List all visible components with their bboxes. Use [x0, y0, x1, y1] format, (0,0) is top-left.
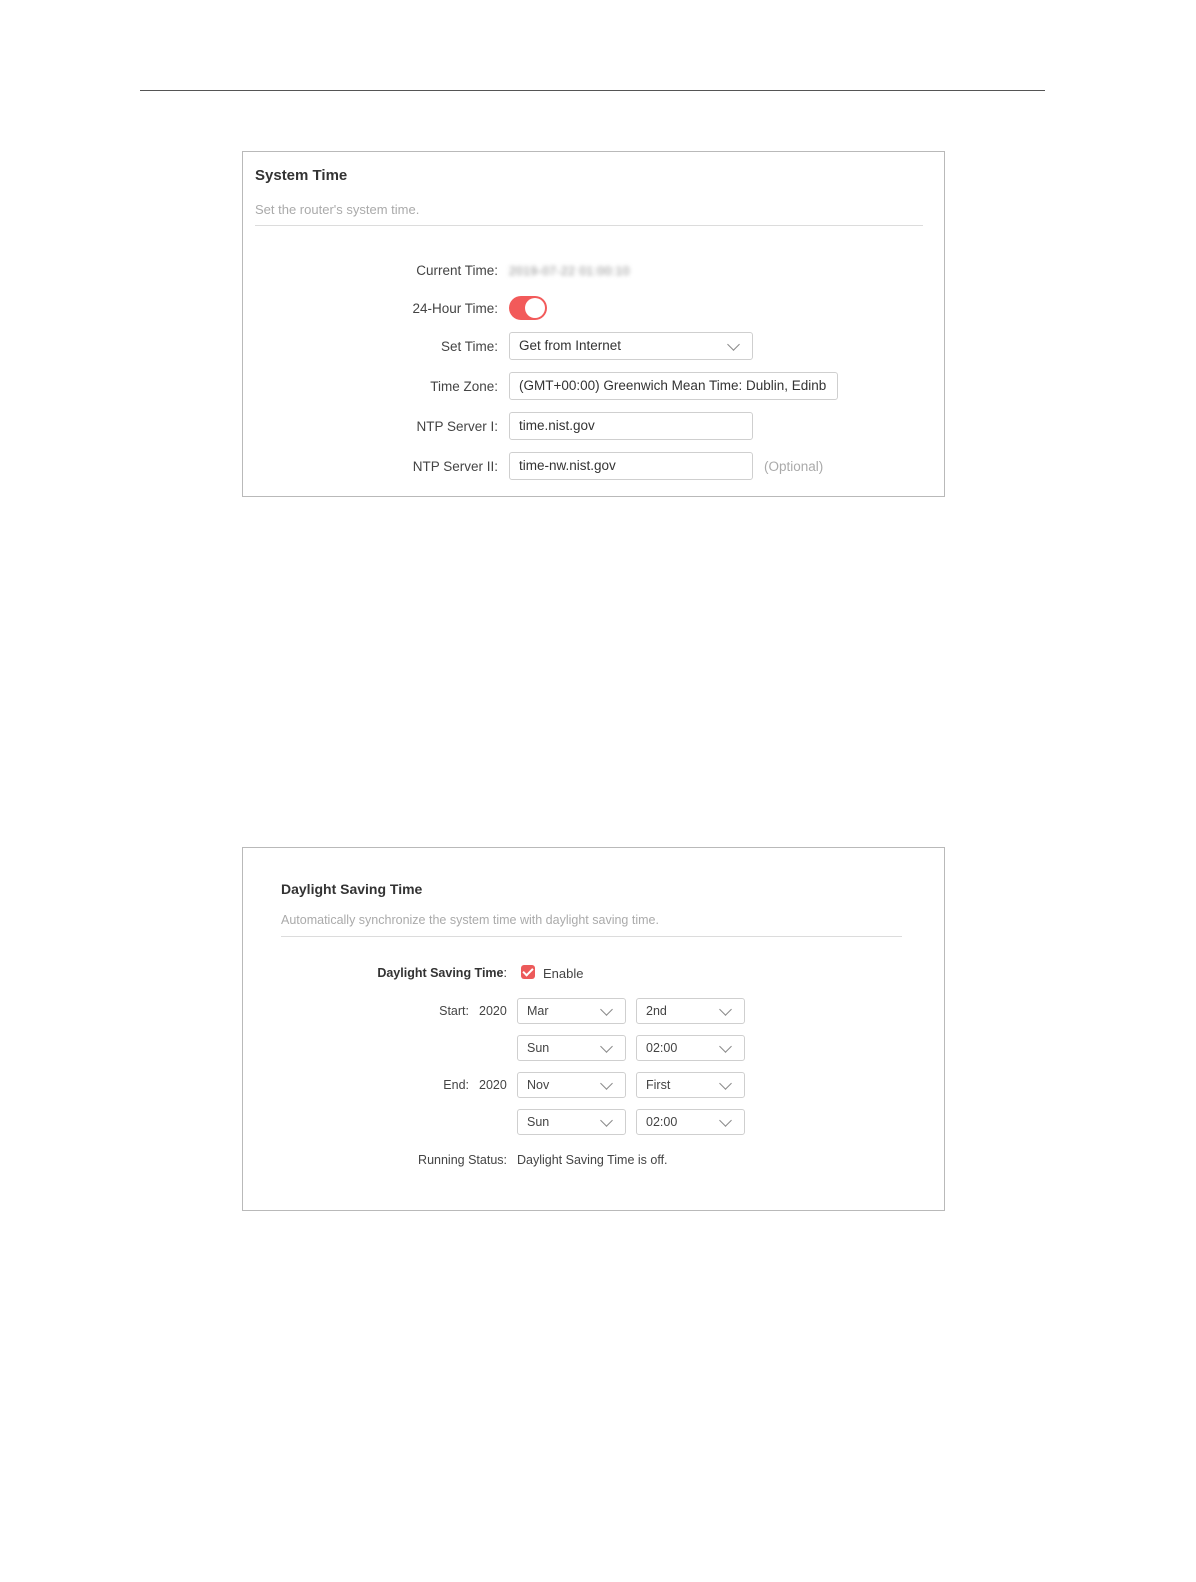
chevron-down-icon	[600, 1114, 613, 1127]
set-time-select[interactable]	[509, 332, 753, 360]
running-status-label: Running Status:	[418, 1153, 507, 1167]
dst-end-day-select[interactable]	[517, 1109, 626, 1135]
dst-enable-label-text: Daylight Saving Time	[377, 966, 504, 980]
hour24-label: 24-Hour Time:	[412, 301, 498, 316]
running-status-value: Daylight Saving Time is off.	[517, 1153, 668, 1167]
chevron-down-icon	[600, 1003, 613, 1016]
dst-start-month-value: Mar	[527, 1004, 549, 1018]
dst-end-month-select[interactable]	[517, 1072, 626, 1098]
system-time-panel	[242, 151, 945, 497]
page-top-rule	[140, 90, 1045, 91]
dst-end-week-value: First	[646, 1078, 671, 1092]
dst-start-day-value: Sun	[527, 1041, 550, 1055]
ntp-server-2-optional-hint: (Optional)	[764, 459, 824, 474]
ntp-server-1-label: NTP Server I:	[416, 419, 498, 434]
current-time-label: Current Time:	[416, 263, 498, 278]
system-time-title: System Time	[255, 167, 348, 184]
toggle-knob	[525, 298, 545, 318]
dst-title: Daylight Saving Time	[281, 881, 423, 897]
hour24-toggle[interactable]	[509, 296, 547, 320]
dst-enable-checkbox[interactable]	[521, 965, 535, 979]
dst-start-day-select[interactable]	[517, 1035, 626, 1061]
system-time-divider	[255, 225, 923, 226]
ntp-server-1-input[interactable]: time.nist.gov	[509, 412, 753, 440]
chevron-down-icon	[719, 1114, 732, 1127]
ntp-server-2-input[interactable]: time-nw.nist.gov	[509, 452, 753, 480]
chevron-down-icon	[719, 1077, 732, 1090]
dst-enable-label-colon: :	[503, 966, 507, 980]
time-zone-select-value: (GMT+00:00) Greenwich Mean Time: Dublin, Edinb	[519, 378, 827, 393]
chevron-down-icon	[719, 1040, 732, 1053]
dst-end-day-value: Sun	[527, 1115, 550, 1129]
dst-start-time-select[interactable]	[636, 1035, 745, 1061]
dst-start-label: Start:	[439, 1004, 469, 1018]
chevron-down-icon	[600, 1077, 613, 1090]
set-time-select-value: Get from Internet	[519, 338, 622, 353]
chevron-down-icon	[719, 1003, 732, 1016]
system-time-subtitle: Set the router's system time.	[255, 202, 420, 217]
time-zone-label: Time Zone:	[430, 379, 498, 394]
dst-start-year: 2020	[479, 1004, 507, 1018]
current-time-value: 2019-07-22 01:00:10	[509, 264, 630, 278]
daylight-saving-panel	[242, 847, 945, 1211]
ntp-server-2-label: NTP Server II:	[412, 459, 498, 474]
dst-end-year: 2020	[479, 1078, 507, 1092]
dst-end-week-select[interactable]	[636, 1072, 745, 1098]
dst-subtitle: Automatically synchronize the system time with daylight saving time.	[281, 913, 659, 927]
dst-start-month-select[interactable]	[517, 998, 626, 1024]
dst-end-month-value: Nov	[527, 1078, 550, 1092]
dst-enable-text: Enable	[543, 966, 584, 981]
set-time-label: Set Time:	[440, 339, 498, 354]
dst-end-time-value: 02:00	[646, 1115, 678, 1129]
dst-enable-label	[377, 966, 507, 980]
dst-end-label: End:	[443, 1078, 469, 1092]
dst-start-week-select[interactable]	[636, 998, 745, 1024]
dst-end-time-select[interactable]	[636, 1109, 745, 1135]
dst-start-time-value: 02:00	[646, 1041, 678, 1055]
dst-divider	[281, 936, 902, 937]
chevron-down-icon	[727, 338, 740, 351]
check-icon	[522, 965, 533, 976]
chevron-down-icon	[600, 1040, 613, 1053]
time-zone-select[interactable]	[509, 372, 838, 400]
dst-start-week-value: 2nd	[646, 1004, 667, 1018]
